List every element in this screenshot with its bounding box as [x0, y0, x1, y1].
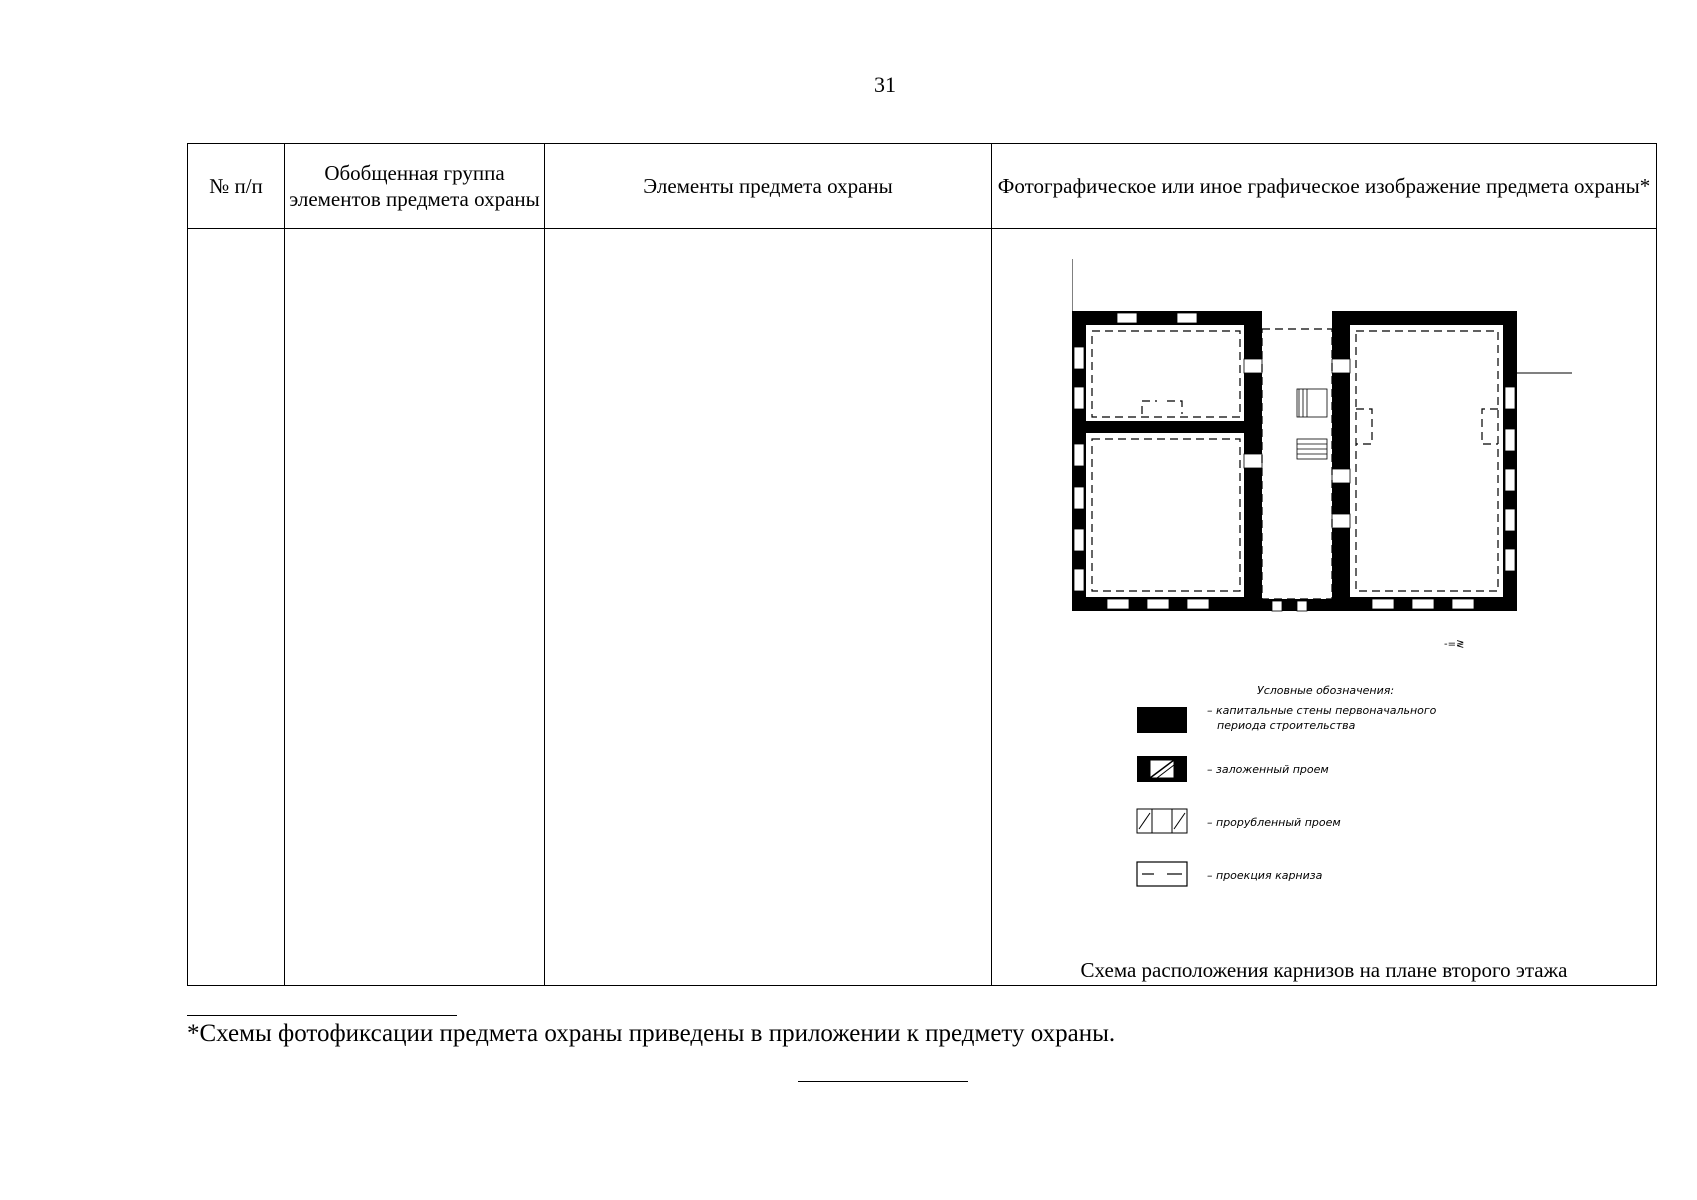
window-openings [1074, 313, 1515, 611]
legend-label-cut-opening: – прорубленный проем [1207, 816, 1341, 829]
table-row [188, 229, 1657, 986]
legend-item-capital-walls [1137, 704, 1437, 733]
svg-text:– заложенный проем: – заложенный проем [1207, 763, 1329, 776]
legend-label-cornice: – проекция карниза [1207, 869, 1323, 882]
end-rule [798, 1081, 968, 1082]
cell-number [188, 229, 285, 986]
legend-title: Условные обозначения: [1257, 684, 1395, 697]
table-header-row [188, 144, 1657, 229]
page-number: 31 [874, 72, 896, 97]
header-image: Фотографическое или иное графическое изображение предмета охраны* [992, 144, 1657, 229]
svg-text:– капитальные стены первоначал: – капитальные стены первоначального [1207, 704, 1437, 717]
header-group: Обобщенная группа элементов предмета охраны [285, 144, 545, 229]
cornice-projections [1092, 329, 1498, 599]
image-caption: Схема расположения карнизов на плане второго этажа [1080, 958, 1568, 982]
legend-item-bricked-opening [1137, 756, 1329, 782]
cell-elements [545, 229, 992, 986]
svg-text:-=≷: -=≷ [1444, 639, 1465, 650]
footnote-rule [187, 1015, 457, 1016]
header-number: № п/п [188, 144, 285, 229]
footnote: *Схемы фотофиксации предмета охраны приведены в приложении к предмету охраны. [187, 1020, 1116, 1047]
cell-image [992, 229, 1657, 986]
heritage-table [187, 143, 1657, 986]
svg-text:периода строительства: периода строительства [1217, 719, 1356, 732]
header-elements: Элементы предмета охраны [545, 144, 992, 229]
legend-item-cut-opening [1137, 809, 1187, 833]
cell-group [285, 229, 545, 986]
staircase [1297, 389, 1327, 459]
floor-plan-drawing [1072, 239, 1592, 939]
capital-walls [1072, 311, 1517, 611]
